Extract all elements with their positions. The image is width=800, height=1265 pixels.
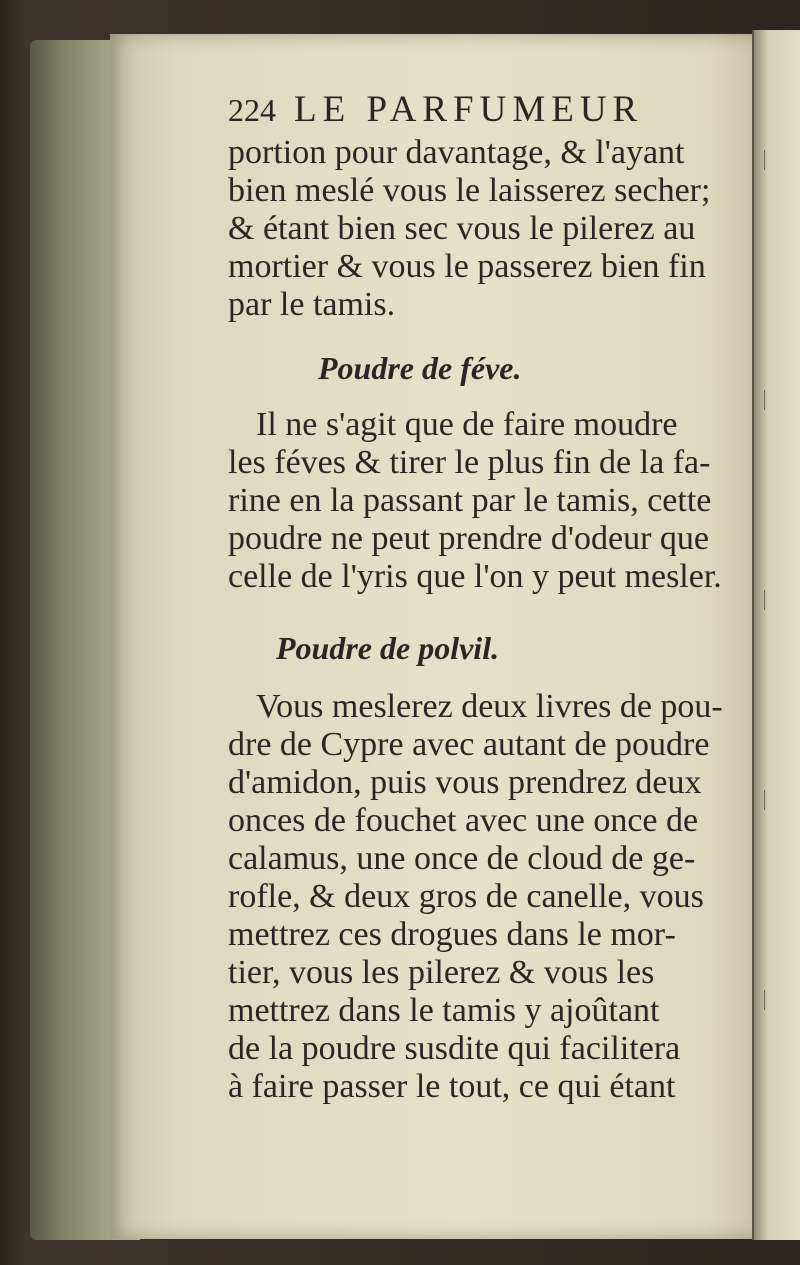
bleed-through-mark: [764, 390, 795, 410]
text-line: poudre ne peut prendre d'odeur que: [228, 520, 709, 557]
text-line: bien meslé vous le laisserez secher;: [228, 172, 711, 209]
text-line: par le tamis.: [228, 286, 396, 323]
bleed-through-mark: [764, 150, 795, 170]
bleed-through-mark: [764, 990, 795, 1010]
bleed-through-mark: [764, 790, 795, 810]
text-line: rine en la passant par le tamis, cette: [228, 482, 712, 519]
running-head-title: LE PARFUMEUR: [294, 89, 644, 130]
text-line: à faire passer le tout, ce qui étant: [228, 1068, 676, 1105]
text-line: les féves & tirer le plus fin de la fa-: [228, 444, 711, 481]
text-line: rofle, & deux gros de canelle, vous: [228, 878, 704, 915]
section-heading: Poudre de polvil.: [276, 630, 500, 666]
section-heading: Poudre de féve.: [318, 350, 522, 386]
next-page-edge: [752, 30, 800, 1240]
text-line: mettrez dans le tamis y ajoûtant: [228, 992, 660, 1029]
text-line: dre de Cypre avec autant de poudre: [228, 726, 710, 763]
page-number: 224: [228, 92, 276, 128]
text-line: portion pour davantage, & l'ayant: [228, 134, 685, 171]
text-line: Vous meslerez deux livres de pou-: [256, 688, 723, 725]
text-line: mettrez ces drogues dans le mor-: [228, 916, 676, 953]
text-line: & étant bien sec vous le pilerez au: [228, 210, 696, 247]
text-line: calamus, une once de cloud de ge-: [228, 840, 696, 877]
text-line: d'amidon, puis vous prendrez deux: [228, 764, 702, 801]
text-line: celle de l'yris que l'on y peut mesler.: [228, 558, 722, 595]
text-line: Il ne s'agit que de faire moudre: [256, 406, 678, 443]
text-line: mortier & vous le passerez bien fin: [228, 248, 706, 285]
page-text: [228, 86, 758, 1106]
text-line: de la poudre susdite qui facilitera: [228, 1030, 681, 1067]
text-line: onces de fouchet avec une once de: [228, 802, 699, 839]
bleed-through-mark: [764, 590, 795, 610]
text-line: tier, vous les pilerez & vous les: [228, 954, 655, 991]
running-header: [228, 86, 758, 134]
